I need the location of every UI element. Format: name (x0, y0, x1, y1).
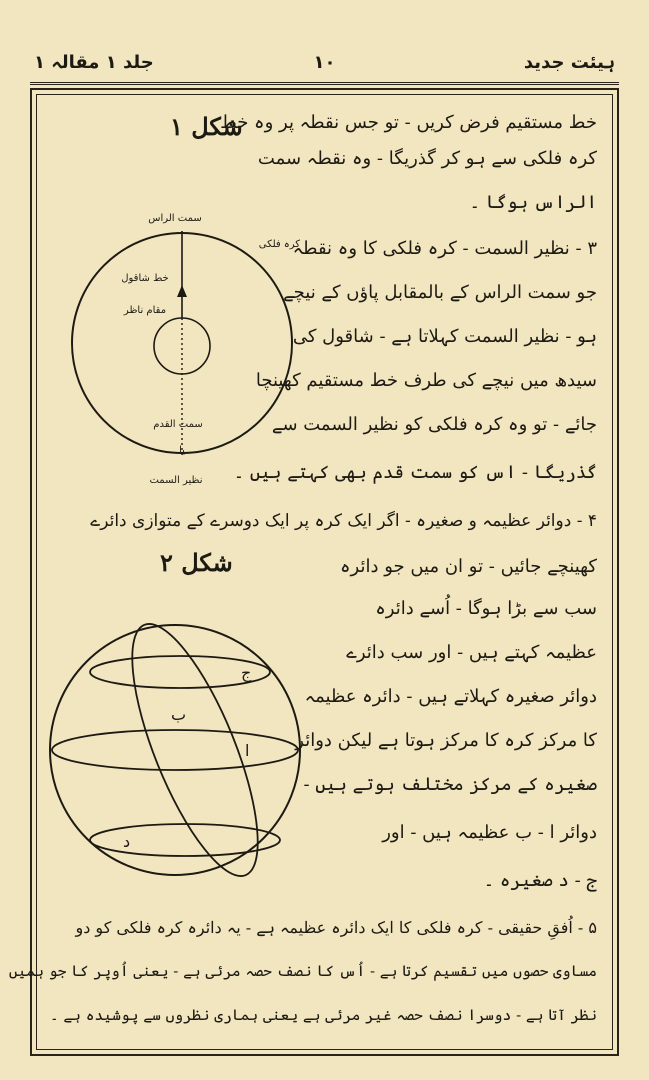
text-line: ۳ - نظیر السمت - کرہ فلکی کا وہ نقطہ (292, 238, 597, 259)
plumb-line-label: خط شاقول (121, 273, 169, 284)
celestial-sphere-label: کرہ فلکی (258, 239, 300, 250)
text-line: ۵ - اُفقِ حقیقی - کرہ فلکی کا ایک دائرہ عظیمہ ہے - یہ دائرہ کرہ فلکی کو دو (75, 918, 597, 937)
text-line: جو سمت الراس کے بالمقابل پاؤں کے نیچے (283, 282, 597, 303)
text-line: کا مرکز کرہ کا مرکز ہوتا ہے لیکن دوائر (295, 730, 597, 751)
figure-2-label: شکل ۲ (160, 548, 233, 577)
text-line: کھینچے جائیں - تو ان میں جو دائرہ (339, 556, 597, 577)
circle-d-label: د (123, 832, 131, 851)
text-line: صغیرہ کے مرکز مختلف ہوتے ہیں - (303, 774, 597, 795)
text-line: ۴ - دوائر عظیمہ و صغیرہ - اگر ایک کرہ پر ایک دوسرے کے متوازی دائرے (90, 511, 597, 531)
text-line: جائے - تو وہ کرہ فلکی کو نظیر السمت سے (271, 414, 597, 435)
text-line: کرہ فلکی سے ہو کر گذریگا - وہ نقطہ سمت (257, 148, 597, 169)
figure-1-label: شکل ۱ (170, 112, 243, 141)
page-header (30, 48, 619, 85)
text-line: دوائر ا - ب عظیمہ ہیں - اور (382, 822, 597, 843)
circle-b-label: ب (171, 705, 187, 724)
text-line: نظر آتا ہے - دوسرا نصف حصہ غیر مرئی ہے یعنی ہماری نظروں سے پوشیدہ ہے ۔ (49, 1006, 597, 1024)
nadir-label-b: نظیر السمت (149, 475, 203, 486)
zenith-label: سمت الراس (148, 213, 202, 224)
text-line: دوائر صغیرہ کہلاتے ہیں - دائرہ عظیمہ (304, 686, 597, 707)
page-number: ۱۰ (313, 52, 336, 73)
text-line: سیدھ میں نیچے کی طرف خط مستقیم کھینچا (255, 370, 597, 391)
text-line: گذریگا - اس کو سمت قدم بھی کہتے ہیں ۔ (233, 462, 597, 483)
text-line: ہو - نظیر السمت کہلاتا ہے - شاقول کی (292, 326, 597, 347)
volume-section: جلد ۱ مقالہ ۱ (34, 52, 154, 73)
text-line: مساوی حصوں میں تقسیم کرتا ہے - اُس کا نصف حصہ مرئی ہے - یعنی اُوپر کا جو ہمیں (8, 962, 597, 980)
observer-position-label: مقام ناظر (123, 305, 167, 316)
nadir-label-a: سمت القدم (153, 419, 203, 430)
book-title: ہیئت جدید (523, 52, 615, 73)
text-line: سب سے بڑا ہوگا - اُسے دائرہ (375, 598, 597, 619)
nadir-or-label: یا (179, 445, 185, 456)
figure-1-diagram (60, 205, 310, 495)
text-line: ج - د صغیرہ ۔ (483, 870, 597, 891)
text-line: خط مستقیم فرض کریں - تو جس نقطہ پر وہ خط (220, 112, 597, 133)
circle-j-label: ج (241, 663, 252, 682)
text-line: الراس ہوگا ۔ (469, 192, 597, 213)
figure-2-diagram (45, 590, 310, 890)
text-line: عظیمہ کہتے ہیں - اور سب دائرے (346, 642, 597, 663)
circle-a-label: ا (245, 741, 250, 760)
